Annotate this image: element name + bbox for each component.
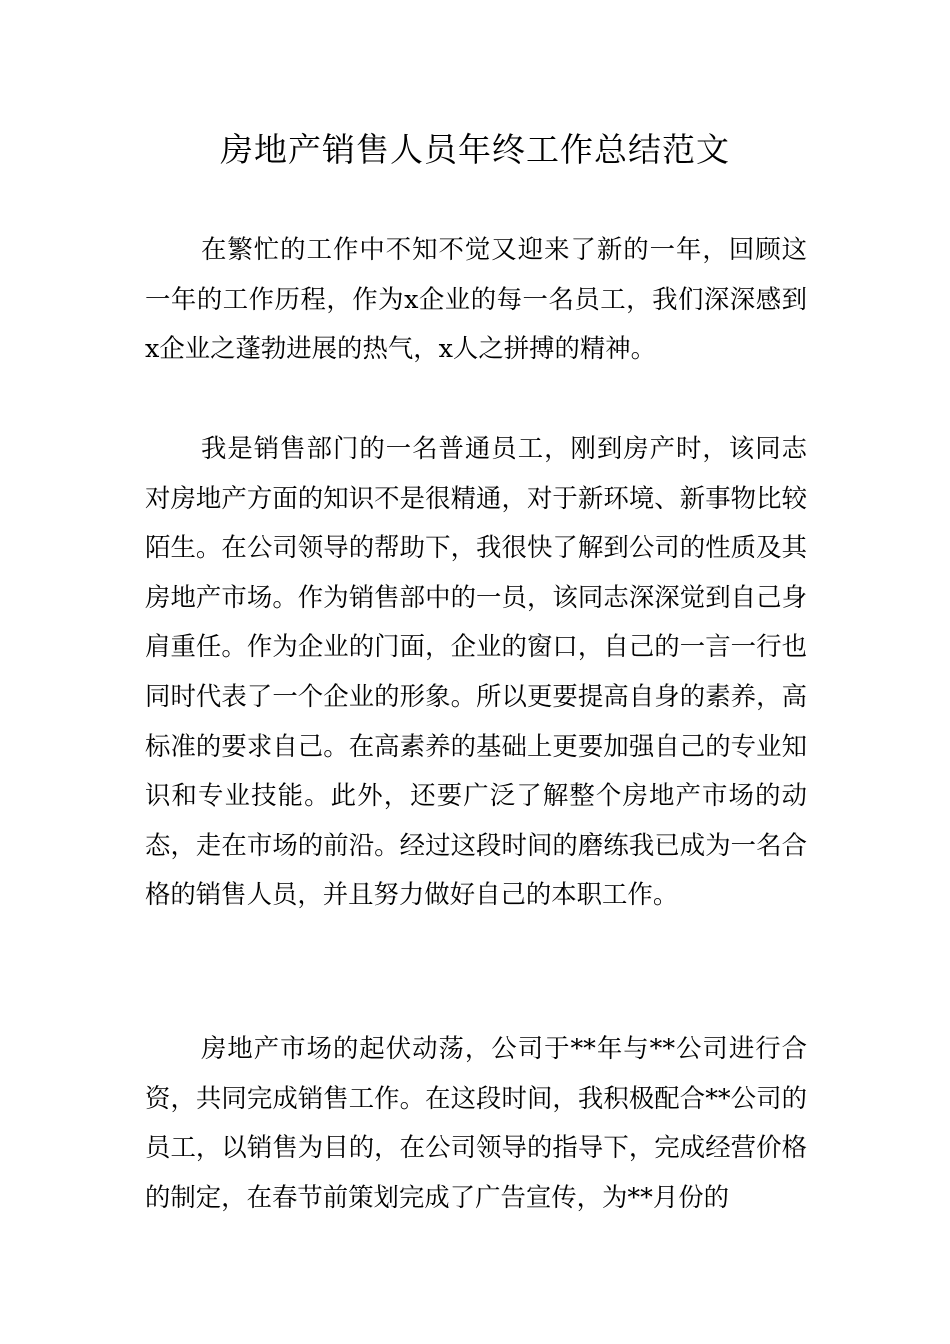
paragraph-3: 房地产市场的起伏动荡，公司于**年与**公司进行合资，共同完成销售工作。在这段时间，我积极配合**公司的员工，以销售为目的，在公司领导的指导下，完成经营价格的制定，在春节前策划完成了广告宣传，为**月份的 [145,1033,807,1212]
paragraph-1: 在繁忙的工作中不知不觉又迎来了新的一年，回顾这一年的工作历程，作为x企业的每一名员工，我们深深感到x企业之蓬勃进展的热气，x人之拼搏的精神。 [145,234,807,364]
document-title: 房地产销售人员年终工作总结范文 [220,130,730,169]
paragraph-2: 我是销售部门的一名普通员工，刚到房产时，该同志对房地产方面的知识不是很精通，对于新环境、新事物比较陌生。在公司领导的帮助下，我很快了解到公司的性质及其房地产市场。作为销售部中的一员，该同志深深觉到自己身肩重任。作为企业的门面，企业的窗口，自己的一言一行也同时代表了一个企业的形象。所以更要提高自身的素养，高标准的要求自己。在高素养的基础上更要加强自己的专业知识和专业技能。此外，还要广泛了解整个房地产市场的动态，走在市场的前沿。经过这段时间的磨练我已成为一名合格的销售人员，并且努力做好自己的本职工作。 [145,433,807,910]
